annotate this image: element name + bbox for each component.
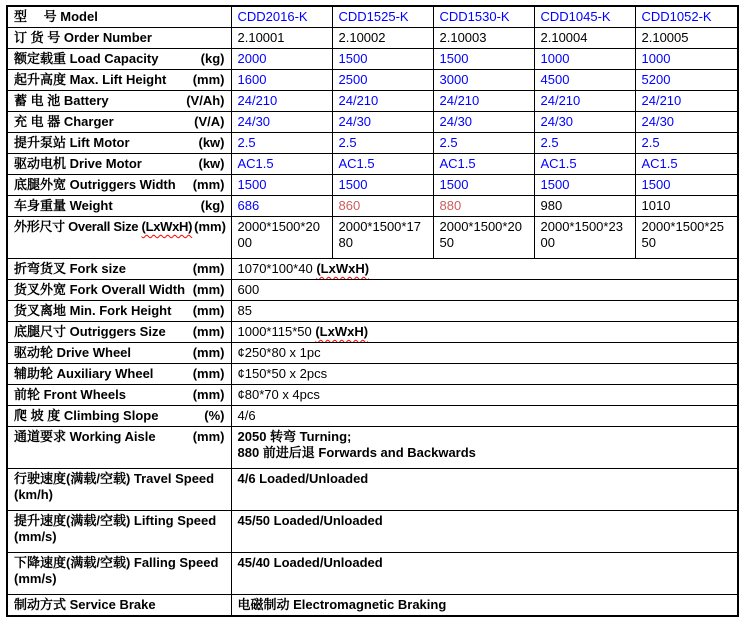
fork-overall-width-value — [231, 280, 738, 301]
service-brake-label — [7, 595, 231, 617]
load-capacity-value: 1000 — [635, 49, 738, 70]
fork-size-label — [7, 259, 231, 280]
model-cell: CDD1052-K — [635, 6, 738, 28]
lift-motor-label — [7, 133, 231, 154]
row-service-brake — [7, 595, 738, 617]
overall-size-value: 2000*1500*2050 — [433, 217, 534, 259]
working-aisle-value-line: 880 前进后退 Forwards and Backwards — [237, 445, 476, 460]
row-lift-motor — [7, 133, 738, 154]
drive-motor-value: AC1.5 — [231, 154, 332, 175]
spec-rows — [7, 28, 738, 617]
overall-size-label — [7, 217, 231, 259]
row-model — [7, 6, 738, 28]
model-row-label — [7, 6, 231, 28]
overall-size-value: 2000*1500*2300 — [534, 217, 635, 259]
min-fork-height-unit: (mm) — [192, 303, 225, 318]
load-capacity-label-text: 额定载重 Load Capacity — [14, 51, 159, 66]
battery-value: 24/210 — [332, 91, 433, 112]
drive-motor-value: AC1.5 — [433, 154, 534, 175]
charger-value: 24/30 — [635, 112, 738, 133]
lift-motor-value: 2.5 — [231, 133, 332, 154]
weight-value: 980 — [534, 196, 635, 217]
outriggers-width-value: 1500 — [635, 175, 738, 196]
drive-motor-value: AC1.5 — [332, 154, 433, 175]
weight-value: 880 — [433, 196, 534, 217]
lift-motor-unit: (kw) — [198, 135, 225, 150]
climbing-slope-label — [7, 406, 231, 427]
row-fork-overall-width — [7, 280, 738, 301]
model-cell: CDD2016-K — [231, 6, 332, 28]
service-brake-value — [231, 595, 738, 617]
load-capacity-unit: (kg) — [200, 51, 225, 66]
fork-overall-width-unit: (mm) — [192, 282, 225, 297]
drive-motor-value: AC1.5 — [534, 154, 635, 175]
overall-size-value: 2000*1500*1780 — [332, 217, 433, 259]
weight-value: 860 — [332, 196, 433, 217]
outriggers-width-value: 1500 — [534, 175, 635, 196]
overall-size-value: 2000*1500*2000 — [231, 217, 332, 259]
load-capacity-value: 1500 — [433, 49, 534, 70]
auxiliary-wheel-value — [231, 364, 738, 385]
order-number-value: 2.10002 — [332, 28, 433, 49]
charger-label-text: 充 电 器 Charger — [14, 114, 114, 129]
battery-unit: (V/Ah) — [186, 93, 225, 108]
row-working-aisle — [7, 427, 738, 469]
max-lift-height-value: 1600 — [231, 70, 332, 91]
charger-unit: (V/A) — [194, 114, 225, 129]
row-min-fork-height — [7, 301, 738, 322]
falling-speed-unit: (mm/s) — [14, 571, 57, 586]
row-outriggers-width — [7, 175, 738, 196]
outriggers-size-unit: (mm) — [192, 324, 225, 339]
lift-motor-value: 2.5 — [635, 133, 738, 154]
fork-overall-width-label — [7, 280, 231, 301]
auxiliary-wheel-unit: (mm) — [192, 366, 225, 381]
row-travel-speed — [7, 469, 738, 511]
max-lift-height-label-text: 起升高度 Max. Lift Height — [14, 72, 167, 87]
travel-speed-label-text: 行驶速度(满载/空载) Travel Speed — [14, 471, 215, 486]
row-drive-wheel — [7, 343, 738, 364]
climbing-slope-value-line: 4/6 — [237, 408, 256, 423]
spec-table-container — [6, 5, 737, 617]
row-battery — [7, 91, 738, 112]
outriggers-width-label — [7, 175, 231, 196]
lift-motor-value: 2.5 — [332, 133, 433, 154]
service-brake-label-text: 制动方式 Service Brake — [14, 597, 156, 612]
order-number-label — [7, 28, 231, 49]
fork-overall-width-label-text: 货叉外宽 Fork Overall Width — [14, 282, 186, 297]
load-capacity-label — [7, 49, 231, 70]
fork-size-value — [231, 259, 738, 280]
fork-size-value-line: 1070*100*40 (LxWxH) — [237, 261, 370, 276]
front-wheels-label-text: 前轮 Front Wheels — [14, 387, 126, 402]
row-load-capacity — [7, 49, 738, 70]
travel-speed-value — [231, 469, 738, 511]
auxiliary-wheel-label-text: 辅助轮 Auxiliary Wheel — [14, 366, 154, 381]
working-aisle-label — [7, 427, 231, 469]
weight-unit: (kg) — [200, 198, 225, 213]
front-wheels-value-line: ¢80*70 x 4pcs — [237, 387, 320, 402]
falling-speed-value — [231, 553, 738, 595]
outriggers-width-value: 1500 — [332, 175, 433, 196]
auxiliary-wheel-label — [7, 364, 231, 385]
outriggers-size-label — [7, 322, 231, 343]
battery-value: 24/210 — [433, 91, 534, 112]
min-fork-height-value-line: 85 — [237, 303, 252, 318]
drive-motor-label — [7, 154, 231, 175]
lift-motor-value: 2.5 — [534, 133, 635, 154]
outriggers-size-value-line: 1000*115*50 (LxWxH) — [237, 324, 369, 339]
climbing-slope-value — [231, 406, 738, 427]
drive-motor-value: AC1.5 — [635, 154, 738, 175]
battery-label-text: 蓄 电 池 Battery — [14, 93, 109, 108]
working-aisle-value-line: 2050 转弯 Turning; — [237, 429, 352, 444]
falling-speed-label — [7, 553, 231, 595]
overall-size-unit: (mm) — [194, 219, 226, 234]
order-number-value: 2.10001 — [231, 28, 332, 49]
max-lift-height-value: 3000 — [433, 70, 534, 91]
load-capacity-value: 1000 — [534, 49, 635, 70]
row-order-number — [7, 28, 738, 49]
charger-label — [7, 112, 231, 133]
front-wheels-unit: (mm) — [192, 387, 225, 402]
weight-value: 686 — [231, 196, 332, 217]
outriggers-width-unit: (mm) — [192, 177, 225, 192]
row-lifting-speed — [7, 511, 738, 553]
row-fork-size — [7, 259, 738, 280]
spec-table — [6, 5, 739, 617]
charger-value: 24/30 — [231, 112, 332, 133]
row-max-lift-height — [7, 70, 738, 91]
charger-value: 24/30 — [332, 112, 433, 133]
charger-value: 24/30 — [534, 112, 635, 133]
weight-value: 1010 — [635, 196, 738, 217]
order-number-value: 2.10003 — [433, 28, 534, 49]
lifting-speed-label — [7, 511, 231, 553]
lifting-speed-value-line: 45/50 Loaded/Unloaded — [237, 513, 383, 528]
outriggers-width-value: 1500 — [433, 175, 534, 196]
falling-speed-label-text: 下降速度(满载/空载) Falling Speed — [14, 555, 219, 570]
min-fork-height-label-text: 货叉离地 Min. Fork Height — [14, 303, 172, 318]
travel-speed-value-line: 4/6 Loaded/Unloaded — [237, 471, 369, 486]
fork-size-unit: (mm) — [192, 261, 225, 276]
outriggers-width-value: 1500 — [231, 175, 332, 196]
row-falling-speed — [7, 553, 738, 595]
min-fork-height-value — [231, 301, 738, 322]
model-cell: CDD1530-K — [433, 6, 534, 28]
row-drive-motor — [7, 154, 738, 175]
drive-motor-label-text: 驱动电机 Drive Motor — [14, 156, 142, 171]
row-outriggers-size — [7, 322, 738, 343]
battery-label — [7, 91, 231, 112]
model-cell: CDD1045-K — [534, 6, 635, 28]
battery-value: 24/210 — [231, 91, 332, 112]
working-aisle-unit: (mm) — [192, 429, 225, 444]
service-brake-value-line: 电磁制动 Electromagnetic Braking — [237, 597, 447, 612]
min-fork-height-label — [7, 301, 231, 322]
fork-size-label-text: 折弯货叉 Fork size — [14, 261, 126, 276]
row-front-wheels — [7, 385, 738, 406]
weight-label-text: 车身重量 Weight — [14, 198, 113, 213]
max-lift-height-value: 5200 — [635, 70, 738, 91]
max-lift-height-label — [7, 70, 231, 91]
max-lift-height-unit: (mm) — [192, 72, 225, 87]
lifting-speed-value — [231, 511, 738, 553]
model-row-label-text: 型 号 Model — [14, 9, 98, 24]
lift-motor-value: 2.5 — [433, 133, 534, 154]
overall-size-label-wavy: (LxWxH) — [141, 219, 193, 234]
load-capacity-value: 2000 — [231, 49, 332, 70]
travel-speed-label — [7, 469, 231, 511]
model-cell: CDD1525-K — [332, 6, 433, 28]
travel-speed-unit: (km/h) — [14, 487, 53, 502]
climbing-slope-unit: (%) — [204, 408, 225, 423]
outriggers-size-value — [231, 322, 738, 343]
working-aisle-value — [231, 427, 738, 469]
climbing-slope-label-text: 爬 坡 度 Climbing Slope — [14, 408, 159, 423]
fork-size-value-wavy: (LxWxH) — [316, 261, 370, 276]
drive-wheel-label-text: 驱动轮 Drive Wheel — [14, 345, 132, 360]
outriggers-width-label-text: 底腿外宽 Outriggers Width — [14, 177, 176, 192]
row-weight — [7, 196, 738, 217]
row-auxiliary-wheel — [7, 364, 738, 385]
overall-size-value: 2000*1500*2550 — [635, 217, 738, 259]
order-number-label-text: 订 货 号 Order Number — [14, 30, 152, 45]
lifting-speed-unit: (mm/s) — [14, 529, 57, 544]
drive-wheel-value — [231, 343, 738, 364]
drive-wheel-value-line: ¢250*80 x 1pc — [237, 345, 321, 360]
working-aisle-label-text: 通道要求 Working Aisle — [14, 429, 156, 444]
battery-value: 24/210 — [635, 91, 738, 112]
row-charger — [7, 112, 738, 133]
lifting-speed-label-text: 提升速度(满载/空载) Lifting Speed — [14, 513, 217, 528]
order-number-value: 2.10004 — [534, 28, 635, 49]
outriggers-size-label-text: 底腿尺寸 Outriggers Size — [14, 324, 166, 339]
row-overall-size — [7, 217, 738, 259]
auxiliary-wheel-value-line: ¢150*50 x 2pcs — [237, 366, 328, 381]
front-wheels-value — [231, 385, 738, 406]
lift-motor-label-text: 提升泵站 Lift Motor — [14, 135, 130, 150]
order-number-value: 2.10005 — [635, 28, 738, 49]
falling-speed-value-line: 45/40 Loaded/Unloaded — [237, 555, 383, 570]
fork-overall-width-value-line: 600 — [237, 282, 260, 297]
battery-value: 24/210 — [534, 91, 635, 112]
charger-value: 24/30 — [433, 112, 534, 133]
drive-motor-unit: (kw) — [198, 156, 225, 171]
front-wheels-label — [7, 385, 231, 406]
drive-wheel-label — [7, 343, 231, 364]
load-capacity-value: 1500 — [332, 49, 433, 70]
outriggers-size-value-wavy: (LxWxH) — [315, 324, 369, 339]
drive-wheel-unit: (mm) — [192, 345, 225, 360]
weight-label — [7, 196, 231, 217]
overall-size-label-text: 外形尺寸 Overall Size (LxWxH) — [14, 219, 193, 234]
row-climbing-slope — [7, 406, 738, 427]
max-lift-height-value: 4500 — [534, 70, 635, 91]
max-lift-height-value: 2500 — [332, 70, 433, 91]
